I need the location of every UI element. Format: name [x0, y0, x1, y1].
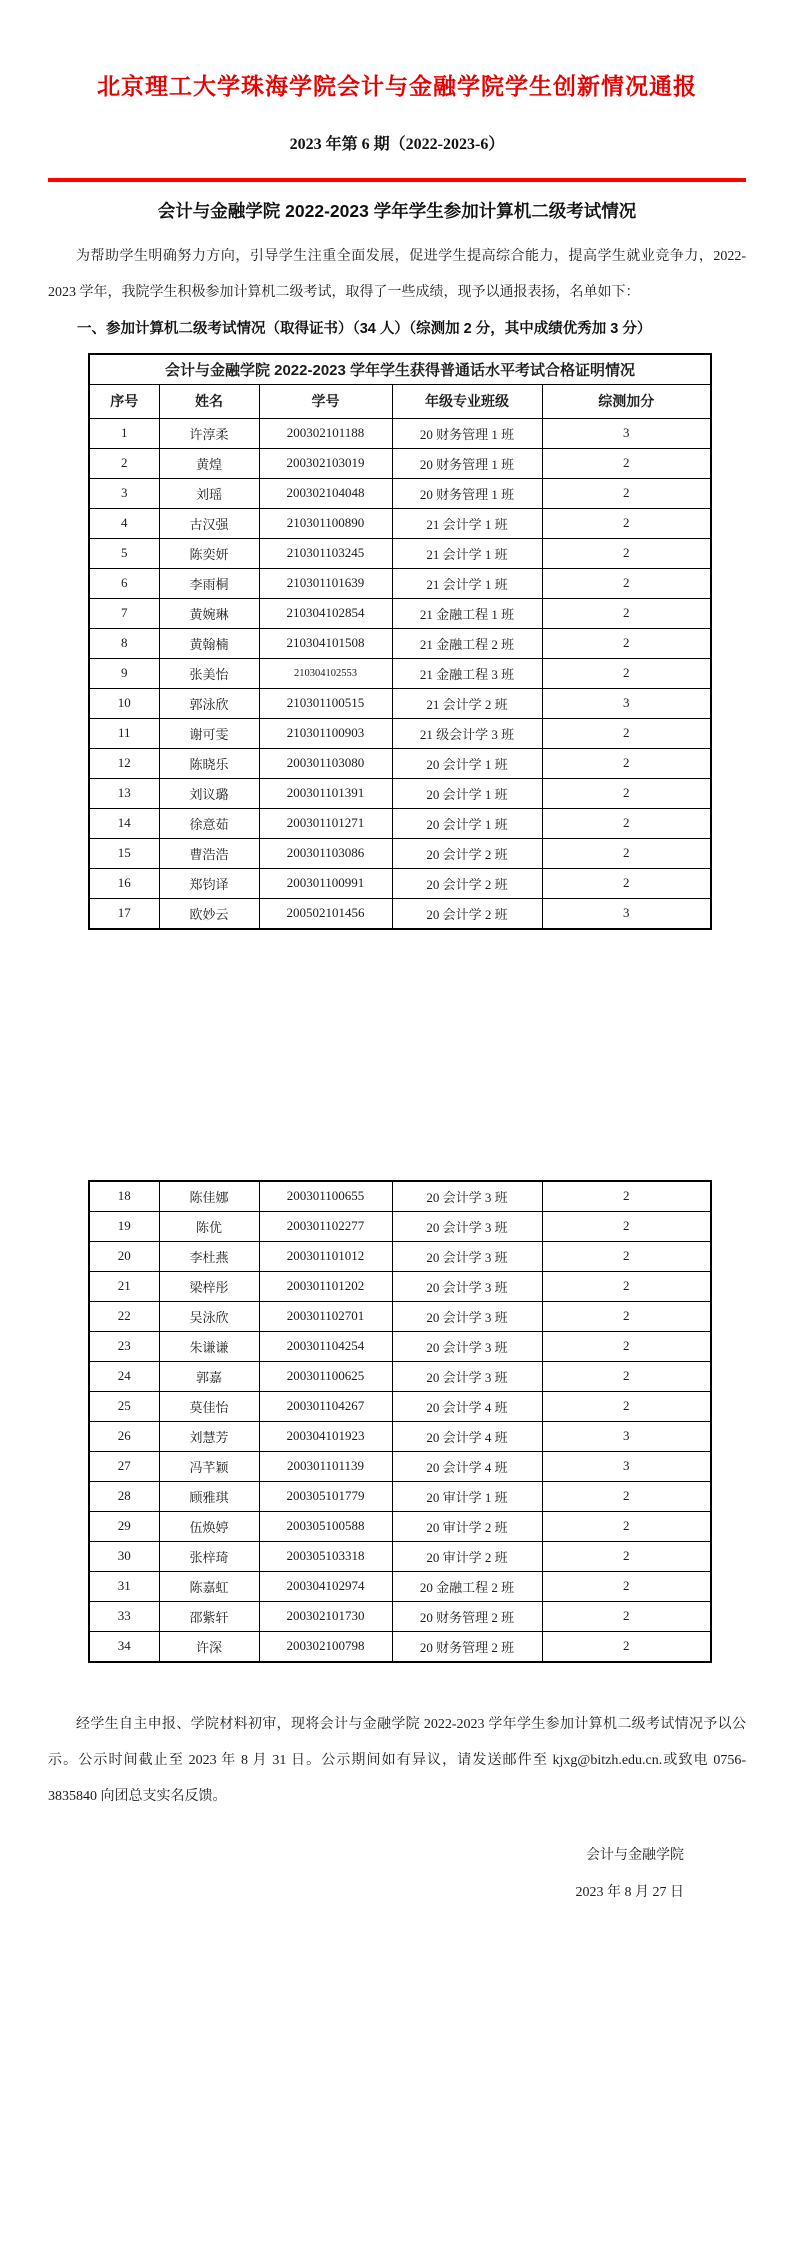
cell-no: 4	[89, 508, 159, 538]
cell-id: 210304102854	[259, 598, 392, 628]
table-row	[89, 868, 711, 898]
cell-score: 2	[542, 658, 711, 688]
cell-class: 20 会计学 3 班	[392, 1331, 542, 1361]
cell-class: 21 金融工程 2 班	[392, 628, 542, 658]
cell-class: 21 会计学 2 班	[392, 688, 542, 718]
cell-id: 200304102974	[259, 1571, 392, 1601]
table-header-row	[89, 384, 711, 418]
table-row	[89, 1181, 711, 1212]
cell-id: 200301100655	[259, 1181, 392, 1212]
table-row	[89, 1271, 711, 1301]
table-row	[89, 1631, 711, 1662]
cell-no: 2	[89, 448, 159, 478]
cell-no: 34	[89, 1631, 159, 1662]
cell-score: 2	[542, 1181, 711, 1212]
cell-class: 20 会计学 1 班	[392, 748, 542, 778]
table-row	[89, 1481, 711, 1511]
table-row	[89, 898, 711, 929]
cell-score: 2	[542, 568, 711, 598]
cell-id: 200502101456	[259, 898, 392, 929]
cell-no: 16	[89, 868, 159, 898]
cell-id: 200301100991	[259, 868, 392, 898]
cell-no: 13	[89, 778, 159, 808]
cell-name: 黄翰楠	[159, 628, 259, 658]
cell-id: 200301101391	[259, 778, 392, 808]
cell-no: 10	[89, 688, 159, 718]
cell-class: 21 会计学 1 班	[392, 538, 542, 568]
table-row	[89, 688, 711, 718]
cell-class: 20 会计学 4 班	[392, 1421, 542, 1451]
cell-name: 黄婉琳	[159, 598, 259, 628]
table-row	[89, 448, 711, 478]
cell-no: 29	[89, 1511, 159, 1541]
table-row	[89, 628, 711, 658]
cell-no: 19	[89, 1211, 159, 1241]
cell-id: 200301102277	[259, 1211, 392, 1241]
table-row	[89, 598, 711, 628]
cell-class: 21 会计学 1 班	[392, 508, 542, 538]
cell-name: 李杜燕	[159, 1241, 259, 1271]
cell-no: 14	[89, 808, 159, 838]
table-row	[89, 1301, 711, 1331]
cell-class: 20 审计学 2 班	[392, 1511, 542, 1541]
cell-name: 古汉强	[159, 508, 259, 538]
section-heading: 一、参加计算机二级考试情况（取得证书）（34 人）（综测加 2 分，其中成绩优秀加 3 分）	[77, 320, 652, 337]
cell-class: 21 金融工程 3 班	[392, 658, 542, 688]
cell-name: 刘慧芳	[159, 1421, 259, 1451]
cell-class: 21 金融工程 1 班	[392, 598, 542, 628]
cell-score: 2	[542, 778, 711, 808]
cell-score: 2	[542, 1391, 711, 1421]
cell-id: 210304101508	[259, 628, 392, 658]
cell-name: 邵紫轩	[159, 1601, 259, 1631]
cell-no: 18	[89, 1181, 159, 1212]
exam-roster-table-page1	[88, 353, 712, 930]
cell-class: 20 审计学 2 班	[392, 1541, 542, 1571]
cell-no: 12	[89, 748, 159, 778]
cell-class: 20 会计学 1 班	[392, 808, 542, 838]
cell-class: 21 级会计学 3 班	[392, 718, 542, 748]
issue-number: 2023 年第 6 期（2022-2023-6）	[289, 136, 505, 153]
cell-score: 2	[542, 1301, 711, 1331]
cell-id: 210301100515	[259, 688, 392, 718]
exam-roster-table-page2	[88, 1180, 712, 1663]
table-row	[89, 1421, 711, 1451]
cell-id: 200301101202	[259, 1271, 392, 1301]
cell-id: 200301103080	[259, 748, 392, 778]
cell-name: 黄煌	[159, 448, 259, 478]
column-header-class: 年级专业班级	[392, 384, 542, 418]
signature-org: 会计与金融学院	[586, 1847, 684, 1863]
intro-paragraph: 为帮助学生明确努力方向，引导学生注重全面发展，促进学生提高综合能力，提高学生就业竞争力，2022-2023 学年，我院学生积极参加计算机二级考试，取得了一些成绩，现予以通报表扬，名单如下：	[48, 248, 746, 300]
cell-class: 20 会计学 2 班	[392, 868, 542, 898]
cell-name: 刘瑶	[159, 478, 259, 508]
cell-score: 2	[542, 1211, 711, 1241]
cell-score: 2	[542, 1271, 711, 1301]
cell-class: 20 会计学 3 班	[392, 1271, 542, 1301]
cell-id: 200302101730	[259, 1601, 392, 1631]
cell-score: 2	[542, 538, 711, 568]
cell-score: 3	[542, 1451, 711, 1481]
table-row	[89, 418, 711, 448]
cell-id: 200301104254	[259, 1331, 392, 1361]
cell-no: 3	[89, 478, 159, 508]
cell-score: 2	[542, 1541, 711, 1571]
cell-no: 33	[89, 1601, 159, 1631]
cell-id: 210301100890	[259, 508, 392, 538]
table-row	[89, 508, 711, 538]
table-body-page2	[89, 1181, 711, 1662]
table-row	[89, 1451, 711, 1481]
cell-name: 陈嘉虹	[159, 1571, 259, 1601]
cell-id: 200302104048	[259, 478, 392, 508]
cell-name: 张梓琦	[159, 1541, 259, 1571]
cell-no: 20	[89, 1241, 159, 1271]
cell-score: 2	[542, 808, 711, 838]
cell-name: 欧妙云	[159, 898, 259, 929]
cell-class: 20 会计学 3 班	[392, 1241, 542, 1271]
column-header-score: 综测加分	[542, 384, 711, 418]
cell-class: 20 会计学 2 班	[392, 838, 542, 868]
cell-score: 3	[542, 1421, 711, 1451]
cell-score: 2	[542, 508, 711, 538]
table-row	[89, 1241, 711, 1271]
cell-class: 20 会计学 3 班	[392, 1301, 542, 1331]
cell-class: 20 会计学 3 班	[392, 1181, 542, 1212]
cell-id: 200301103086	[259, 838, 392, 868]
cell-no: 21	[89, 1271, 159, 1301]
cell-name: 陈佳娜	[159, 1181, 259, 1212]
cell-id: 200304101923	[259, 1421, 392, 1451]
cell-class: 21 会计学 1 班	[392, 568, 542, 598]
cell-no: 28	[89, 1481, 159, 1511]
cell-id: 200301102701	[259, 1301, 392, 1331]
table-row	[89, 718, 711, 748]
cell-score: 2	[542, 718, 711, 748]
cell-class: 20 财务管理 1 班	[392, 448, 542, 478]
column-header-no: 序号	[89, 384, 159, 418]
cell-name: 郑钧译	[159, 868, 259, 898]
cell-no: 30	[89, 1541, 159, 1571]
cell-name: 郭嘉	[159, 1361, 259, 1391]
cell-id: 200305103318	[259, 1541, 392, 1571]
table-row	[89, 1601, 711, 1631]
red-divider-rule	[48, 178, 746, 182]
cell-score: 2	[542, 1331, 711, 1361]
cell-score: 2	[542, 598, 711, 628]
cell-name: 徐意茹	[159, 808, 259, 838]
closing-paragraph: 经学生自主申报、学院材料初审，现将会计与金融学院 2022-2023 学年学生参加计算机二级考试情况予以公示。公示时间截止至 2023 年 8 月 31 日。公示期间如有异议，请发送邮件至 kjxg@bitzh.edu.cn.或致电 0756-3835840 向团总支实名反馈。	[48, 1716, 746, 1804]
document-title: 北京理工大学珠海学院会计与金融学院学生创新情况通报	[97, 74, 697, 99]
cell-score: 2	[542, 628, 711, 658]
cell-class: 20 财务管理 2 班	[392, 1631, 542, 1662]
cell-score: 2	[542, 1481, 711, 1511]
cell-class: 20 会计学 3 班	[392, 1211, 542, 1241]
cell-id: 200302103019	[259, 448, 392, 478]
cell-score: 3	[542, 418, 711, 448]
cell-score: 2	[542, 448, 711, 478]
cell-id: 210301101639	[259, 568, 392, 598]
cell-no: 25	[89, 1391, 159, 1421]
cell-class: 20 财务管理 1 班	[392, 478, 542, 508]
column-header-name: 姓名	[159, 384, 259, 418]
cell-name: 谢可雯	[159, 718, 259, 748]
column-header-id: 学号	[259, 384, 392, 418]
cell-name: 陈优	[159, 1211, 259, 1241]
cell-score: 2	[542, 1511, 711, 1541]
table-row	[89, 1541, 711, 1571]
cell-name: 伍焕婷	[159, 1511, 259, 1541]
cell-name: 莫佳怡	[159, 1391, 259, 1421]
cell-no: 9	[89, 658, 159, 688]
cell-id: 210301100903	[259, 718, 392, 748]
cell-name: 刘议璐	[159, 778, 259, 808]
cell-score: 2	[542, 1361, 711, 1391]
table-row	[89, 658, 711, 688]
table-caption-row	[89, 354, 711, 385]
cell-score: 2	[542, 1631, 711, 1662]
cell-name: 陈奕妍	[159, 538, 259, 568]
cell-score: 2	[542, 1571, 711, 1601]
table-row	[89, 748, 711, 778]
cell-id: 210301103245	[259, 538, 392, 568]
cell-score: 2	[542, 1241, 711, 1271]
cell-name: 李雨桐	[159, 568, 259, 598]
cell-id: 210304102553	[259, 658, 392, 688]
cell-class: 20 金融工程 2 班	[392, 1571, 542, 1601]
cell-no: 7	[89, 598, 159, 628]
cell-score: 2	[542, 748, 711, 778]
cell-name: 许淳柔	[159, 418, 259, 448]
table-row	[89, 808, 711, 838]
cell-id: 200301101139	[259, 1451, 392, 1481]
cell-name: 顾雅琪	[159, 1481, 259, 1511]
document-subtitle: 会计与金融学院 2022-2023 学年学生参加计算机二级考试情况	[157, 201, 637, 221]
cell-no: 6	[89, 568, 159, 598]
cell-score: 3	[542, 688, 711, 718]
cell-no: 24	[89, 1361, 159, 1391]
cell-no: 26	[89, 1421, 159, 1451]
cell-name: 冯芊颖	[159, 1451, 259, 1481]
signature-date: 2023 年 8 月 27 日	[575, 1884, 684, 1900]
cell-id: 200305100588	[259, 1511, 392, 1541]
cell-name: 郭泳欣	[159, 688, 259, 718]
cell-name: 张美怡	[159, 658, 259, 688]
cell-score: 3	[542, 898, 711, 929]
cell-no: 23	[89, 1331, 159, 1361]
cell-name: 曹浩浩	[159, 838, 259, 868]
cell-class: 20 财务管理 1 班	[392, 418, 542, 448]
table-row	[89, 478, 711, 508]
cell-no: 8	[89, 628, 159, 658]
table-row	[89, 538, 711, 568]
cell-no: 5	[89, 538, 159, 568]
cell-id: 200301101012	[259, 1241, 392, 1271]
cell-score: 2	[542, 1601, 711, 1631]
cell-id: 200301104267	[259, 1391, 392, 1421]
cell-no: 22	[89, 1301, 159, 1331]
table-row	[89, 1361, 711, 1391]
cell-no: 27	[89, 1451, 159, 1481]
table-row	[89, 1331, 711, 1361]
table-row	[89, 778, 711, 808]
table-body-page1	[89, 418, 711, 929]
cell-score: 2	[542, 478, 711, 508]
cell-class: 20 会计学 4 班	[392, 1391, 542, 1421]
cell-id: 200302100798	[259, 1631, 392, 1662]
cell-no: 31	[89, 1571, 159, 1601]
cell-no: 17	[89, 898, 159, 929]
cell-name: 朱谦谦	[159, 1331, 259, 1361]
cell-name: 许深	[159, 1631, 259, 1662]
cell-name: 梁梓彤	[159, 1271, 259, 1301]
cell-no: 15	[89, 838, 159, 868]
cell-class: 20 会计学 3 班	[392, 1361, 542, 1391]
table-row	[89, 1571, 711, 1601]
table-row	[89, 1511, 711, 1541]
table-row	[89, 838, 711, 868]
cell-id: 200301101271	[259, 808, 392, 838]
cell-class: 20 财务管理 2 班	[392, 1601, 542, 1631]
table-row	[89, 1391, 711, 1421]
cell-class: 20 会计学 2 班	[392, 898, 542, 929]
cell-id: 200302101188	[259, 418, 392, 448]
cell-id: 200305101779	[259, 1481, 392, 1511]
table-row	[89, 568, 711, 598]
cell-no: 11	[89, 718, 159, 748]
table-row	[89, 1211, 711, 1241]
cell-id: 200301100625	[259, 1361, 392, 1391]
cell-class: 20 会计学 4 班	[392, 1451, 542, 1481]
cell-no: 1	[89, 418, 159, 448]
signature-block	[48, 1837, 746, 1911]
table-caption: 会计与金融学院 2022-2023 学年学生获得普通话水平考试合格证明情况	[89, 354, 711, 385]
cell-score: 2	[542, 838, 711, 868]
cell-name: 吴泳欣	[159, 1301, 259, 1331]
cell-name: 陈晓乐	[159, 748, 259, 778]
cell-score: 2	[542, 868, 711, 898]
cell-class: 20 审计学 1 班	[392, 1481, 542, 1511]
cell-class: 20 会计学 1 班	[392, 778, 542, 808]
